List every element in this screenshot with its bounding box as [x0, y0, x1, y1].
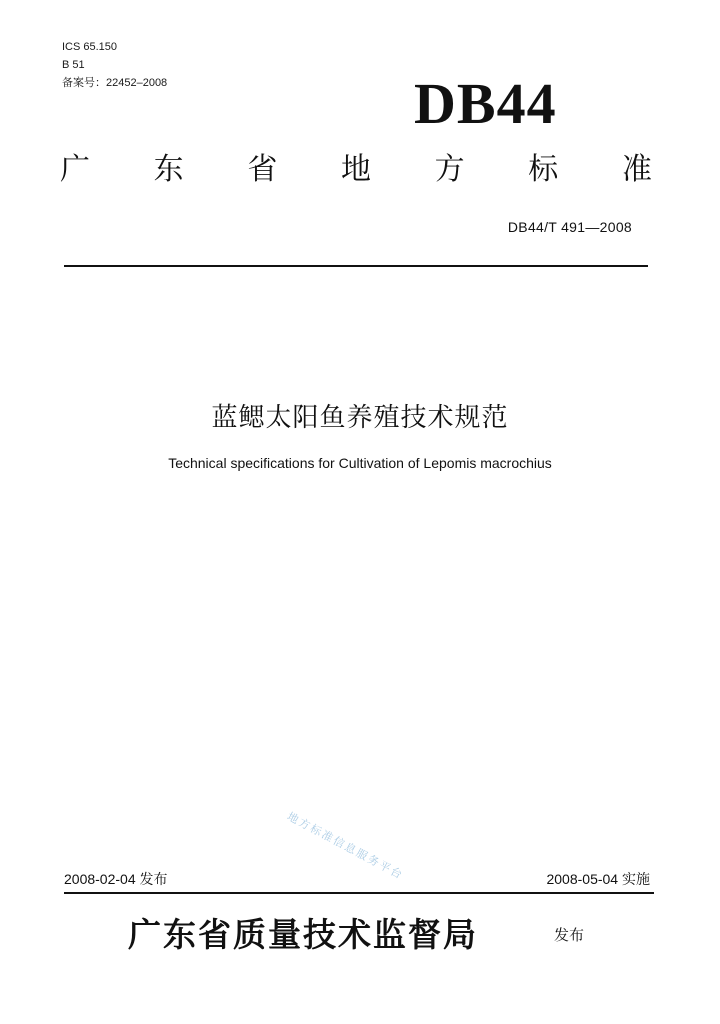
footer-divider: [64, 892, 654, 894]
title-chinese: 蓝鳃太阳鱼养殖技术规范: [211, 403, 509, 433]
standard-number: DB44/T 491—2008: [507, 219, 632, 235]
standard-type-heading: [60, 150, 652, 190]
title-english: Technical specifications for Cultivation of Lepomis macrochius: [168, 455, 552, 471]
standard-type-char: 标: [528, 152, 559, 187]
db44-logo: DB44: [414, 71, 557, 136]
standard-type-char: 广: [60, 152, 90, 187]
issuer-action: 发布: [554, 927, 585, 944]
classification-code: B 51: [62, 59, 85, 71]
standard-type-char: 东: [153, 152, 184, 187]
effective-date: 2008-05-04 实施: [546, 871, 650, 887]
standard-type-char: 准: [621, 152, 652, 187]
ics-code: ICS 65.150: [62, 41, 118, 53]
standard-type-char: 方: [434, 152, 465, 187]
standard-type-char: 省: [247, 152, 278, 187]
header-divider: [64, 265, 648, 267]
record-number: 备案号：22452–2008: [62, 77, 168, 89]
issue-date: 2008-02-04 发布: [64, 871, 168, 887]
issuing-authority: 广东省质量技术监督局: [128, 915, 478, 954]
standard-type-char: 地: [340, 152, 371, 187]
watermark-text: 地方标准信息服务平台: [284, 810, 406, 883]
